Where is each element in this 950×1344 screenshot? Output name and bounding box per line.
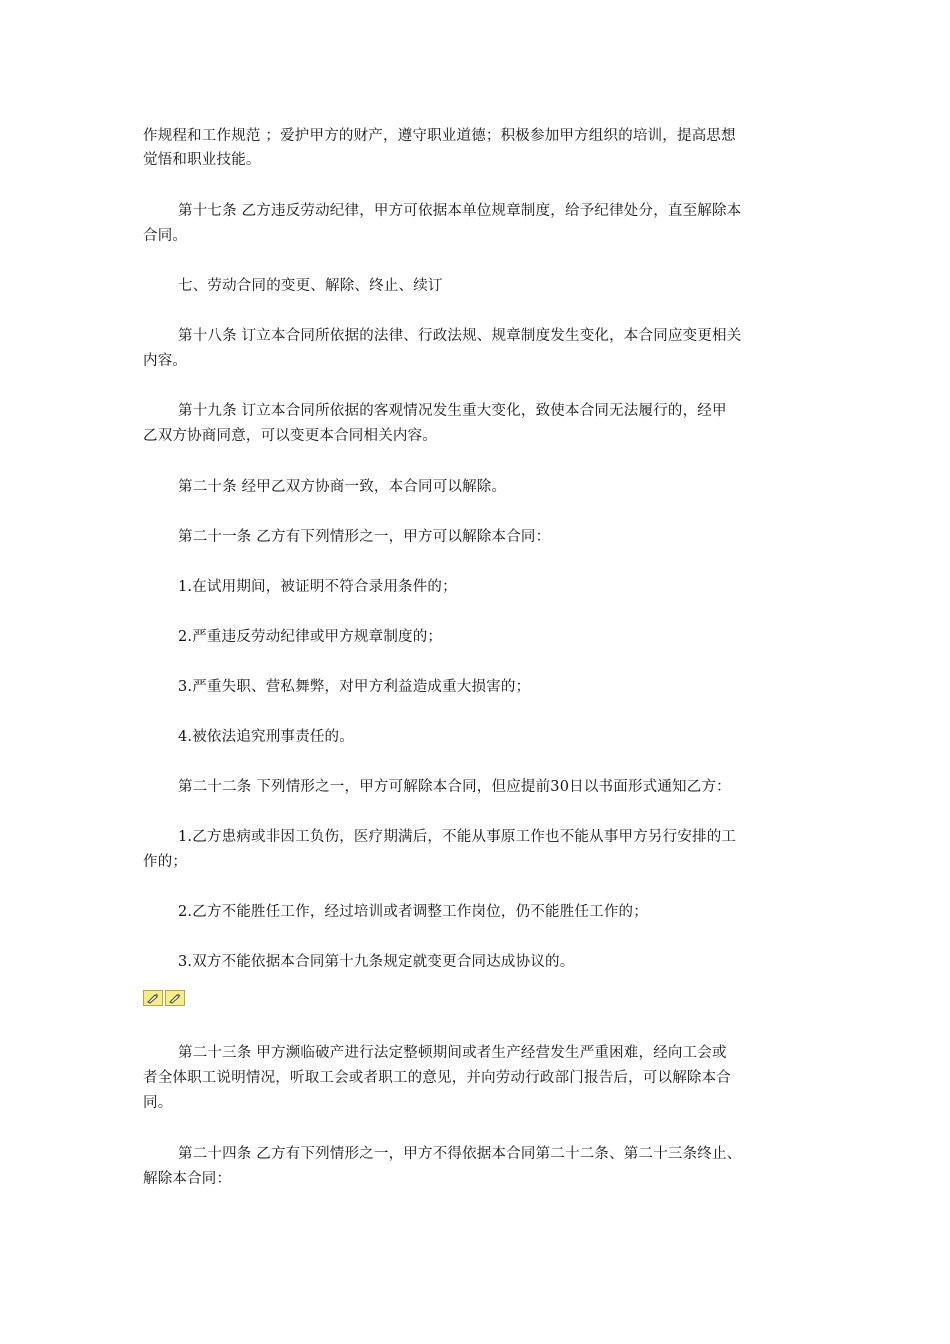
list-item: 1.在试用期间，被证明不符合录用条件的； [178,579,457,595]
article-19-line: 第十九条 订立本合同所依据的客观情况发生重大变化，致使本合同无法履行的，经甲 [178,403,727,419]
article-18-line: 第十八条 订立本合同所依据的法律、行政法规、规章制度发生变化，本合同应变更相关 [178,328,742,344]
list-item: 3.双方不能依据本合同第十九条规定就变更合同达成协议的。 [178,954,575,970]
edit-icon[interactable] [165,990,185,1006]
edit-icon[interactable] [143,990,163,1006]
text-line: 合同。 [143,228,188,244]
article-24-line: 第二十四条 乙方有下列情形之一，甲方不得依据本合同第二十二条、第二十三条终止、 [178,1146,742,1162]
text-line: 同。 [143,1095,173,1111]
list-item: 2.严重违反劳动纪律或甲方规章制度的； [178,629,443,645]
text-line: 乙双方协商同意，可以变更本合同相关内容。 [143,428,437,444]
article-23-line: 第二十三条 甲方濒临破产进行法定整顿期间或者生产经营发生严重困难，经向工会或 [178,1045,727,1061]
article-22-line: 第二十二条 下列情形之一，甲方可解除本合同，但应提前30日以书面形式通知乙方： [178,779,731,795]
list-item: 1.乙方患病或非因工负伤，医疗期满后，不能从事原工作也不能从事甲方另行安排的工 [178,829,737,845]
list-item: 3.严重失职、营私舞弊，对甲方利益造成重大损害的； [178,679,531,695]
list-item: 4.被依法追究刑事责任的。 [178,729,354,745]
article-20-line: 第二十条 经甲乙双方协商一致，本合同可以解除。 [178,479,507,495]
article-21-line: 第二十一条 乙方有下列情形之一，甲方可以解除本合同： [178,529,551,545]
text-line: 作的； [143,854,188,870]
text-line: 解除本合同： [143,1171,232,1187]
embedded-icon-strip [143,990,185,1008]
text-line: 内容。 [143,353,188,369]
list-item: 2.乙方不能胜任工作，经过培训或者调整工作岗位，仍不能胜任工作的； [178,904,648,920]
article-17-line: 第十七条 乙方违反劳动纪律，甲方可依据本单位规章制度，给予纪律处分，直至解除本 [178,203,742,219]
text-line: 觉悟和职业技能。 [143,152,261,168]
text-line: 作规程和工作规范 ；爱护甲方的财产，遵守职业道德；积极参加甲方组织的培训，提高思想 [143,128,736,144]
section-heading: 七、劳动合同的变更、解除、终止、续订 [178,278,443,294]
text-line: 者全体职工说明情况，听取工会或者职工的意见，并向劳动行政部门报告后，可以解除本合 [143,1070,731,1086]
